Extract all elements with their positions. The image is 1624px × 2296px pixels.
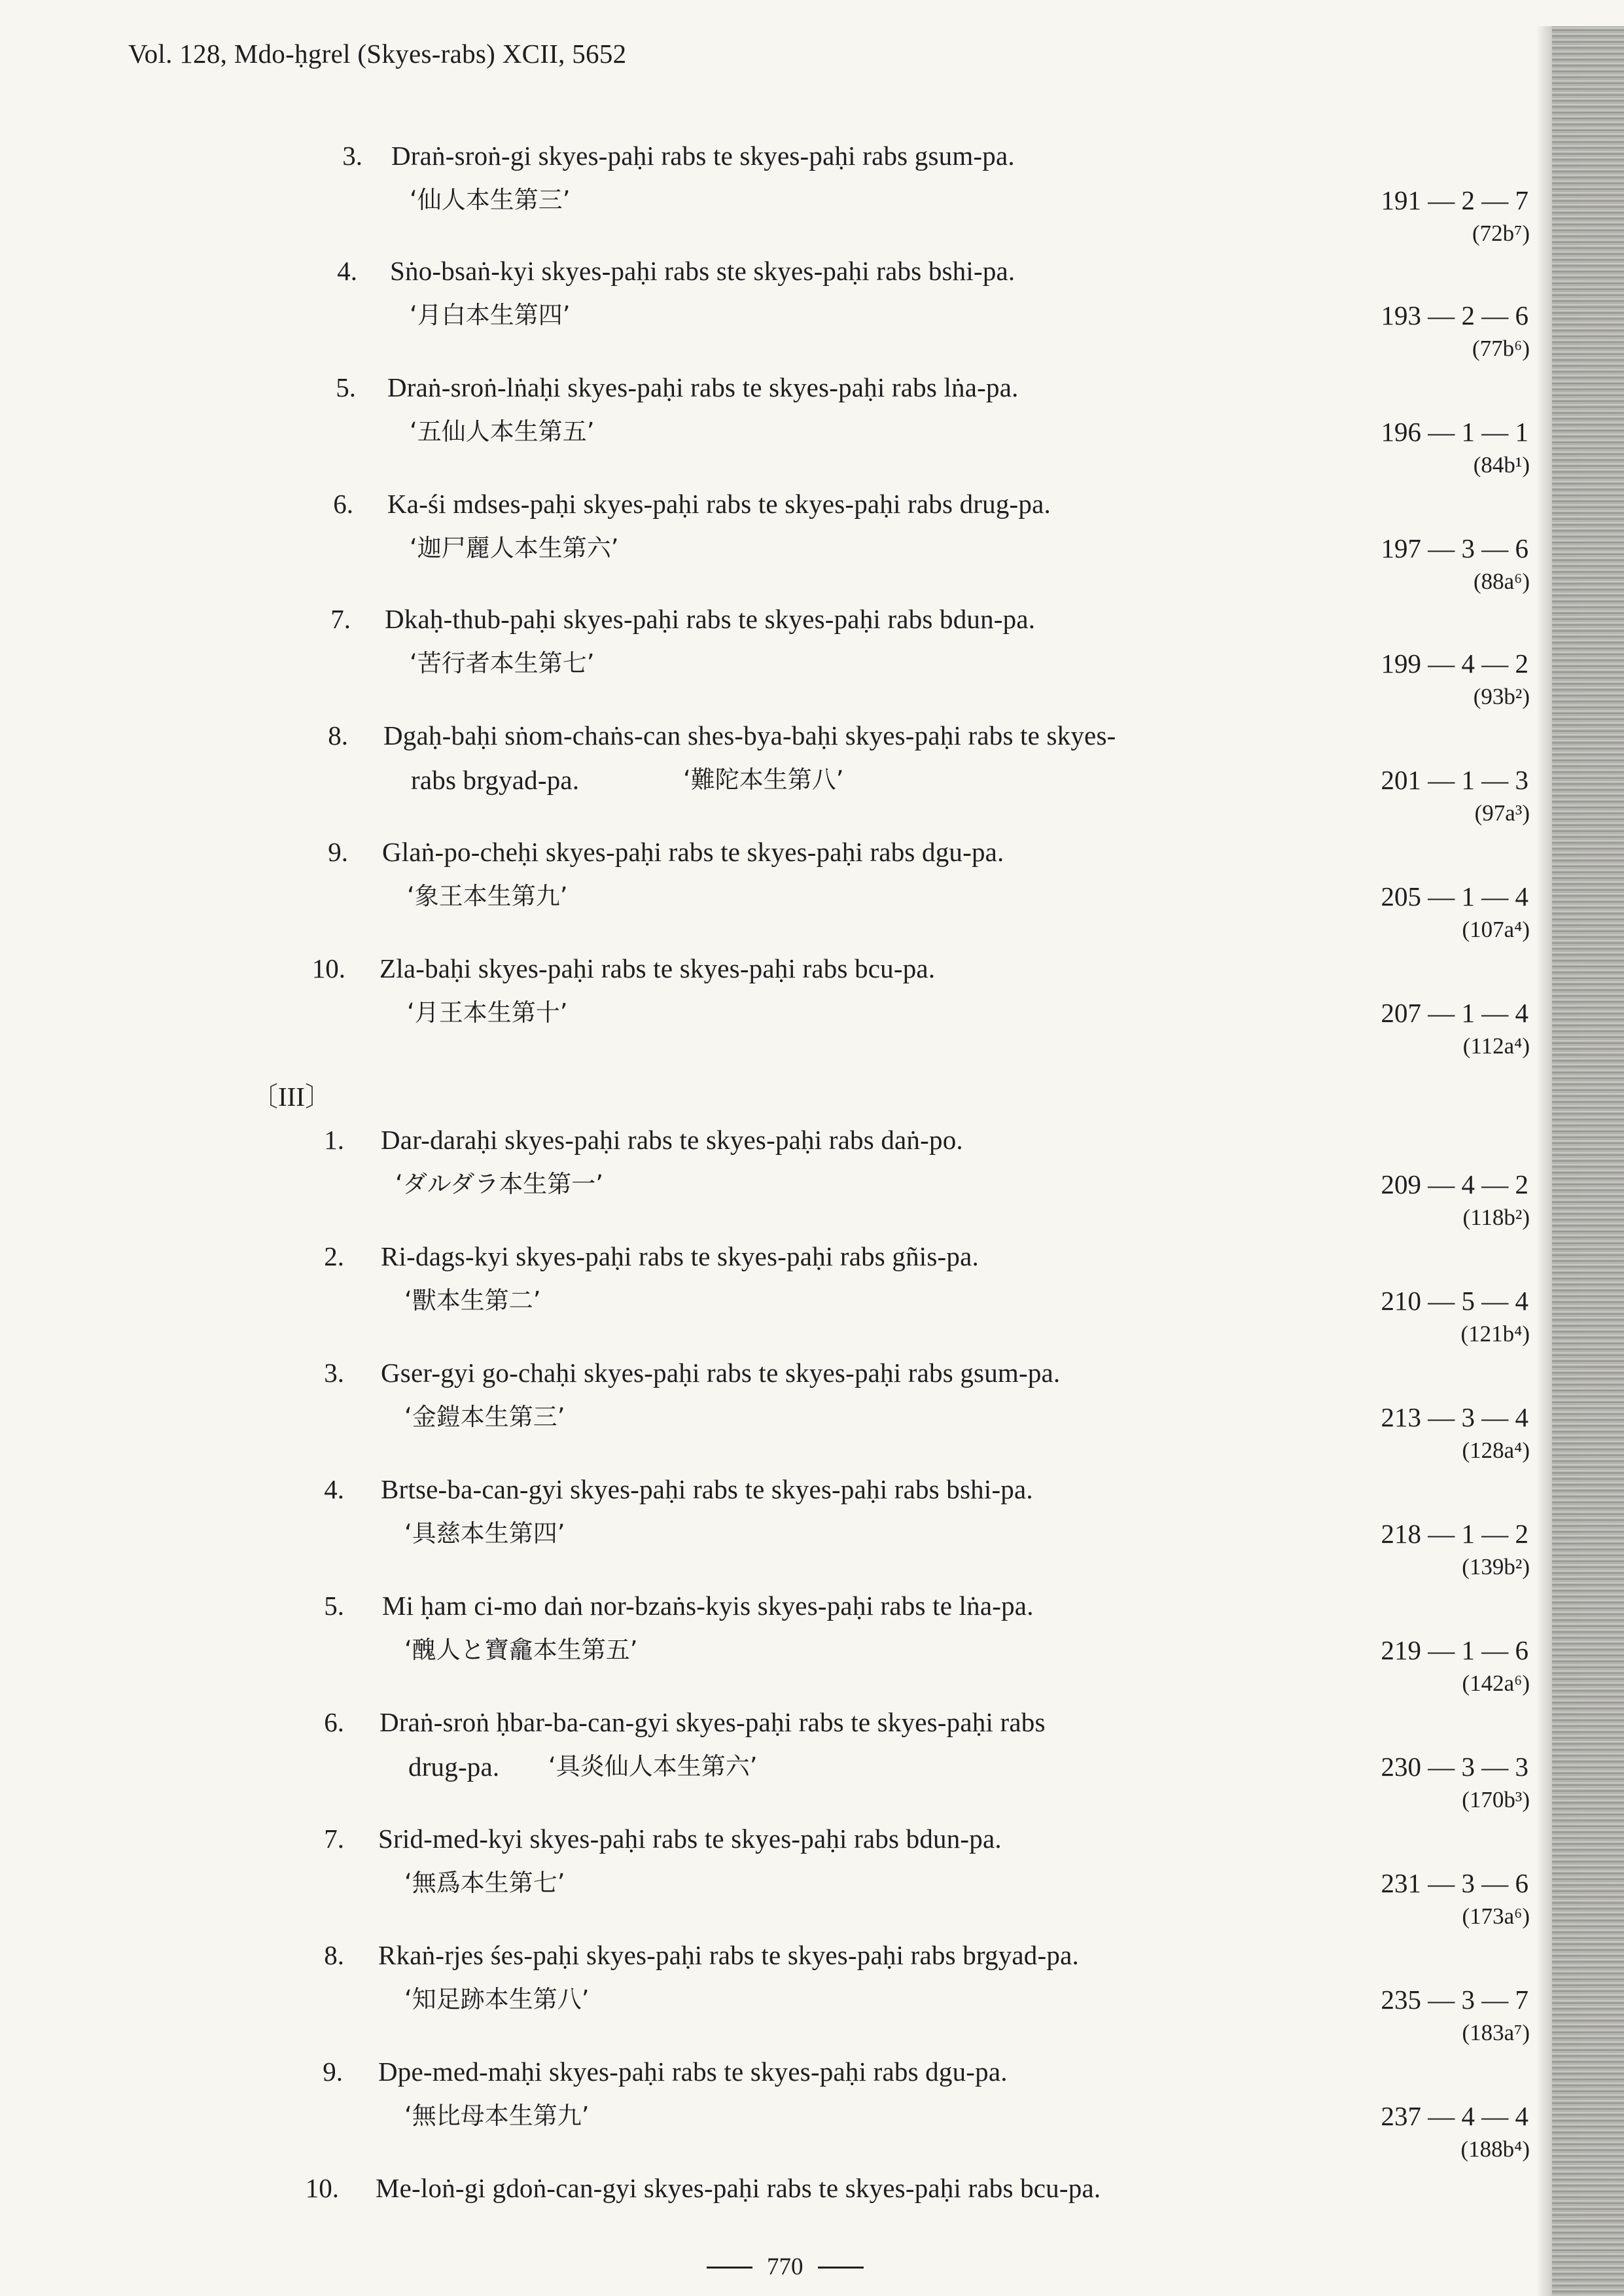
entry-japanese-title: ‘迦尸麗人本生第六’ bbox=[410, 534, 619, 562]
entry-folio: (77b⁶) bbox=[1472, 336, 1530, 361]
list-item bbox=[0, 1120, 1624, 1237]
entry-number: 10. bbox=[311, 953, 345, 983]
list-item bbox=[0, 484, 1624, 601]
entry-japanese-title: ‘醜人と寶龕本生第五’ bbox=[404, 1636, 638, 1664]
entry-reference: 191 — 2 — 7 bbox=[1381, 185, 1528, 215]
list-item bbox=[0, 2052, 1624, 2168]
entry-title: Draṅ-sroṅ-gi skyes-paḥi rabs te skyes-paḥi rabs gsum-pa. bbox=[391, 141, 1015, 171]
entry-number: 3. bbox=[342, 141, 362, 171]
entry-reference: 207 — 1 — 4 bbox=[1381, 998, 1528, 1028]
list-item bbox=[0, 136, 1624, 253]
entry-japanese-title: ‘難陀本生第八’ bbox=[683, 766, 844, 794]
entry-reference: 196 — 1 — 1 bbox=[1381, 417, 1528, 447]
list-item bbox=[0, 368, 1624, 484]
list-item bbox=[0, 1935, 1624, 2052]
entry-title: Me-loṅ-gi gdoṅ-can-gyi skyes-paḥi rabs te skyes-paḥi rabs bcu-pa. bbox=[376, 2173, 1101, 2203]
list-item bbox=[0, 1703, 1624, 1819]
entry-folio: (88a⁶) bbox=[1473, 569, 1530, 594]
entry-reference: 209 — 4 — 2 bbox=[1381, 1169, 1528, 1199]
list-item bbox=[0, 1470, 1624, 1586]
entry-folio: (97a³) bbox=[1474, 800, 1530, 826]
list-item bbox=[0, 832, 1624, 949]
entry-number: 5. bbox=[324, 1591, 344, 1621]
list-item bbox=[0, 1819, 1624, 1935]
entry-title-continuation: drug-pa. bbox=[408, 1752, 500, 1782]
entry-number: 2. bbox=[324, 1241, 344, 1271]
entry-japanese-title: ‘無爲本生第七’ bbox=[404, 1869, 565, 1897]
entry-title: Gser-gyi go-chaḥi skyes-paḥi rabs te skyes-paḥi rabs gsum-pa. bbox=[381, 1358, 1061, 1388]
entry-folio: (183a⁷) bbox=[1462, 2020, 1530, 2045]
entry-japanese-title: ‘知足跡本生第八’ bbox=[404, 1985, 590, 2013]
page-number-value: 770 bbox=[767, 2253, 803, 2280]
entry-title: Ka-śi mdses-paḥi skyes-paḥi rabs te skyes-paḥi rabs drug-pa. bbox=[387, 489, 1051, 519]
entry-reference: 230 — 3 — 3 bbox=[1381, 1752, 1528, 1782]
list-item bbox=[0, 716, 1624, 832]
entry-folio: (84b¹) bbox=[1473, 452, 1530, 478]
entry-number: 1. bbox=[324, 1125, 344, 1155]
entry-number: 7. bbox=[324, 1824, 344, 1854]
entry-japanese-title: ‘月王本生第十’ bbox=[407, 998, 568, 1027]
entry-japanese-title: ‘仙人本生第三’ bbox=[410, 186, 571, 214]
list-item bbox=[0, 251, 1624, 368]
list-item bbox=[0, 1237, 1624, 1353]
entry-folio: (107a⁴) bbox=[1462, 917, 1530, 942]
entry-folio: (170b³) bbox=[1462, 1787, 1530, 1812]
entry-title: Ri-dags-kyi skyes-paḥi rabs te skyes-paḥi rabs gñis-pa. bbox=[381, 1241, 979, 1271]
entry-title: Dpe-med-maḥi skyes-paḥi rabs te skyes-paḥi rabs dgu-pa. bbox=[378, 2057, 1008, 2087]
entry-japanese-title: ‘金鎧本生第三’ bbox=[404, 1403, 565, 1431]
entry-reference: 219 — 1 — 6 bbox=[1381, 1635, 1528, 1665]
section-heading: 〔III〕 bbox=[251, 1082, 332, 1112]
entry-japanese-title: ‘ダルダラ本生第一’ bbox=[395, 1170, 604, 1198]
entry-title: Srid-med-kyi skyes-paḥi rabs te skyes-paḥi rabs bdun-pa. bbox=[378, 1824, 1002, 1854]
entry-number: 8. bbox=[328, 720, 348, 751]
entry-folio: (142a⁶) bbox=[1462, 1670, 1530, 1696]
entry-folio: (112a⁴) bbox=[1462, 1033, 1530, 1059]
entry-title: Sṅo-bsaṅ-kyi skyes-paḥi rabs ste skyes-paḥi rabs bshi-pa. bbox=[390, 256, 1015, 286]
entry-title: Dgaḥ-baḥi sṅom-chaṅs-can shes-bya-baḥi skyes-paḥi rabs te skyes- bbox=[383, 720, 1116, 751]
entry-title: Glaṅ-po-cheḥi skyes-paḥi rabs te skyes-paḥi rabs dgu-pa. bbox=[382, 837, 1004, 867]
entry-folio: (188b⁴) bbox=[1460, 2136, 1530, 2162]
entry-reference: 218 — 1 — 2 bbox=[1381, 1519, 1528, 1549]
entry-reference: 231 — 3 — 6 bbox=[1381, 1868, 1528, 1898]
entry-reference: 197 — 3 — 6 bbox=[1381, 533, 1528, 563]
entry-number: 4. bbox=[324, 1474, 344, 1504]
entry-reference: 237 — 4 — 4 bbox=[1381, 2101, 1528, 2131]
entry-number: 5. bbox=[336, 372, 356, 402]
entry-japanese-title: ‘具慈本生第四’ bbox=[404, 1519, 565, 1547]
running-header: Vol. 128, Mdo-ḥgrel (Skyes-rabs) XCII, 5652 bbox=[128, 39, 627, 69]
page-number bbox=[707, 2251, 864, 2284]
entry-reference: 201 — 1 — 3 bbox=[1381, 765, 1528, 795]
entry-reference: 235 — 3 — 7 bbox=[1381, 1985, 1528, 2015]
entry-number: 6. bbox=[333, 489, 353, 519]
list-item bbox=[0, 1353, 1624, 1470]
entry-folio: (128a⁴) bbox=[1462, 1438, 1530, 1463]
entry-title-continuation: rabs brgyad-pa. bbox=[411, 765, 580, 795]
entry-number: 9. bbox=[323, 2057, 343, 2087]
entry-title: Dkaḥ-thub-paḥi skyes-paḥi rabs te skyes-paḥi rabs bdun-pa. bbox=[385, 604, 1036, 634]
entry-title: Dar-daraḥi skyes-paḥi rabs te skyes-paḥi rabs daṅ-po. bbox=[381, 1125, 963, 1155]
list-item bbox=[0, 599, 1624, 716]
entry-japanese-title: ‘月白本生第四’ bbox=[410, 301, 571, 329]
entry-folio: (173a⁶) bbox=[1462, 1903, 1530, 1929]
entry-number: 7. bbox=[330, 604, 351, 634]
entry-title: Draṅ-sroṅ ḥbar-ba-can-gyi skyes-paḥi rabs te skyes-paḥi rabs bbox=[380, 1707, 1046, 1737]
entry-number: 4. bbox=[337, 256, 357, 286]
entry-reference: 210 — 5 — 4 bbox=[1381, 1286, 1528, 1316]
entry-title: Brtse-ba-can-gyi skyes-paḥi rabs te skyes-paḥi rabs bshi-pa. bbox=[381, 1474, 1033, 1504]
entry-japanese-title: ‘苦行者本生第七’ bbox=[410, 649, 595, 677]
entry-japanese-title: ‘無比母本生第九’ bbox=[404, 2102, 590, 2130]
entry-number: 3. bbox=[324, 1358, 344, 1388]
list-item bbox=[0, 2168, 1624, 2214]
entry-number: 9. bbox=[328, 837, 348, 867]
entry-number: 8. bbox=[324, 1940, 344, 1970]
entry-japanese-title: ‘象王本生第九’ bbox=[407, 882, 568, 910]
entry-folio: (72b⁷) bbox=[1472, 221, 1530, 246]
entry-number: 10. bbox=[305, 2173, 339, 2203]
entry-folio: (93b²) bbox=[1473, 684, 1530, 709]
entry-folio: (139b²) bbox=[1462, 1554, 1530, 1580]
entry-reference: 199 — 4 — 2 bbox=[1381, 648, 1528, 679]
entry-japanese-title: ‘五仙人本生第五’ bbox=[410, 417, 595, 446]
list-item bbox=[0, 1586, 1624, 1703]
entry-title: Draṅ-sroṅ-lṅaḥi skyes-paḥi rabs te skyes-paḥi rabs lṅa-pa. bbox=[387, 372, 1019, 402]
page-number-rule-left bbox=[707, 2267, 752, 2269]
page-number-rule-right bbox=[818, 2267, 864, 2269]
entry-reference: 193 — 2 — 6 bbox=[1381, 300, 1528, 330]
entry-folio: (121b⁴) bbox=[1460, 1321, 1530, 1347]
list-item bbox=[0, 949, 1624, 1065]
entry-title: Mi ḥam ci-mo daṅ nor-bzaṅs-kyis skyes-paḥi rabs te lṅa-pa. bbox=[382, 1591, 1034, 1621]
entry-reference: 205 — 1 — 4 bbox=[1381, 881, 1528, 911]
entry-reference: 213 — 3 — 4 bbox=[1381, 1402, 1528, 1432]
entry-folio: (118b²) bbox=[1462, 1205, 1530, 1230]
entry-title: Zla-baḥi skyes-paḥi rabs te skyes-paḥi rabs bcu-pa. bbox=[380, 953, 936, 983]
entry-japanese-title: ‘具炎仙人本生第六’ bbox=[548, 1752, 758, 1780]
entry-japanese-title: ‘獸本生第二’ bbox=[404, 1286, 541, 1315]
entry-title: Rkaṅ-rjes śes-paḥi skyes-paḥi rabs te skyes-paḥi rabs brgyad-pa. bbox=[378, 1940, 1079, 1970]
entry-number: 6. bbox=[324, 1707, 344, 1737]
